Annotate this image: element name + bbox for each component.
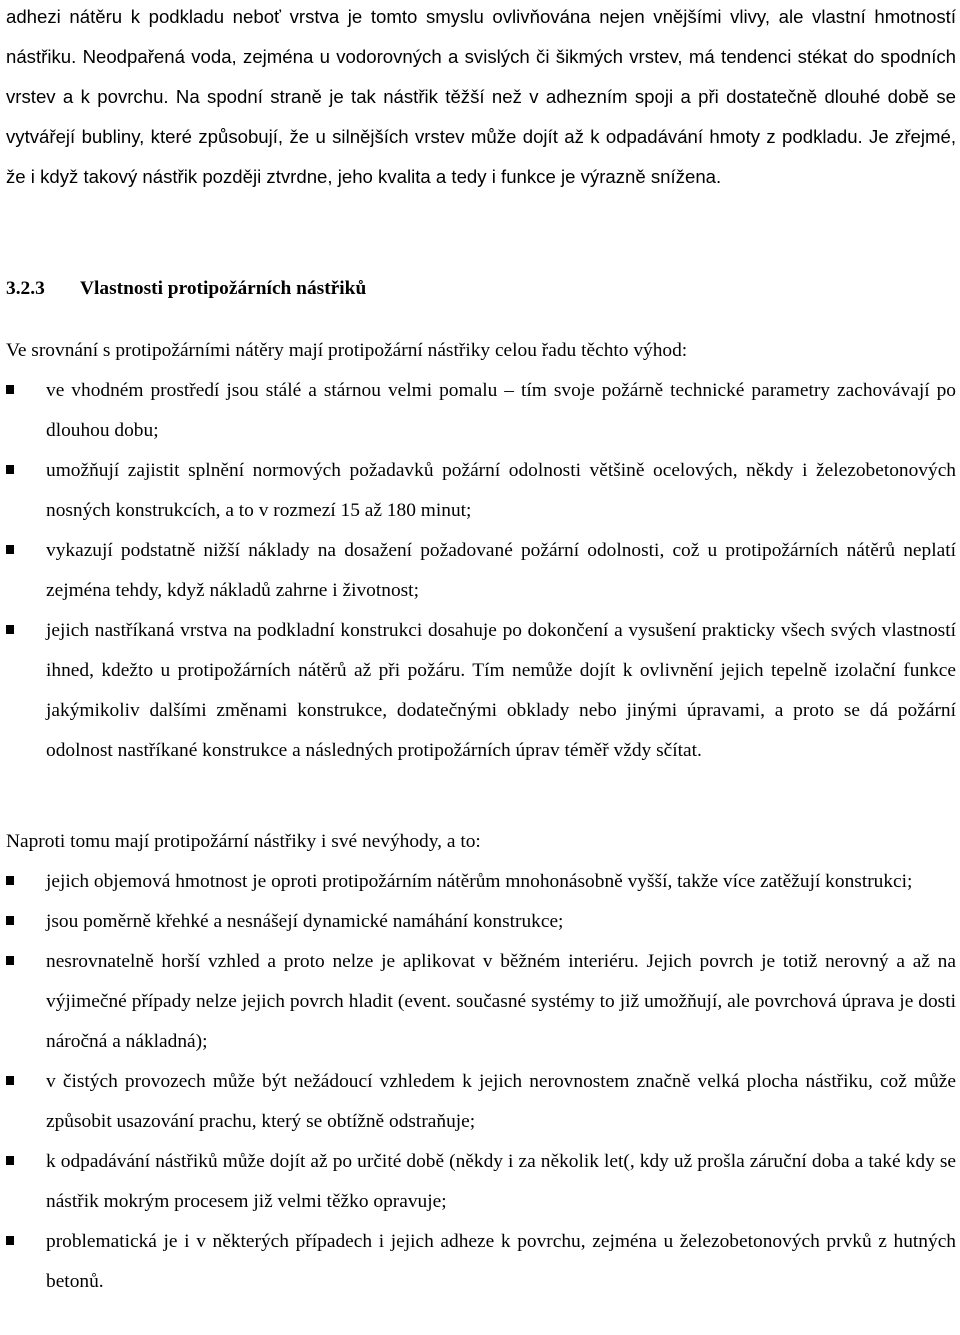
list-item xyxy=(6,1062,956,1142)
list-item-text: jejich objemová hmotnost je oproti protipožárním nátěrům mnohonásobně vyšší, takže více zatěžují konstrukci; xyxy=(46,871,913,892)
square-bullet-icon xyxy=(6,916,14,925)
square-bullet-icon xyxy=(6,876,14,885)
list-item-text: problematická je i v některých případech i jejich adheze k povrchu, zejména u železobetonových prvků z hutných betonů. xyxy=(46,1231,956,1292)
list-item-text: jsou poměrně křehké a nesnášejí dynamické namáhání konstrukce; xyxy=(46,911,564,932)
list-item xyxy=(6,1142,956,1222)
advantages-lead: Ve srovnání s protipožárními nátěry mají protipožární nástřiky celou řadu těchto výhod: xyxy=(6,340,688,361)
advantages-list xyxy=(6,371,956,771)
list-item xyxy=(6,531,956,611)
list-item-text: jejich nastříkaná vrstva na podkladní konstrukci dosahuje po dokončení a vysušení prakticky všech svých vlastností ihned, kdežto u protipožárních nátěrů až při požáru. Tím nemůže dojít k ovlivnění jejich tepelně izolační funkce jakýmikoliv dalšími změnami konstrukce, dodatečnými obklady nebo jinými úpravami, a proto se dá požární odolnost nastříkané konstrukce a následných protipožárních úprav téměř vždy sčítat. xyxy=(46,620,956,761)
list-item xyxy=(6,942,956,1062)
section-heading xyxy=(6,269,956,309)
list-item xyxy=(6,451,956,531)
square-bullet-icon xyxy=(6,545,14,554)
list-item-text: k odpadávání nástřiků může dojít až po určité době (někdy i za několik let(, kdy už prošla záruční doba a také kdy se nástřik mokrým procesem již velmi těžko opravuje; xyxy=(46,1151,956,1212)
list-item-text: umožňují zajistit splnění normových požadavků požární odolnosti většině ocelových, někdy i železobetonových nosných konstrukcích, a to v rozmezí 15 až 180 minut; xyxy=(46,460,956,521)
intro-paragraph: adhezi nátěru k podkladu neboť vrstva je tomto smyslu ovlivňována nejen vnějšími vlivy, ale vlastní hmotností nástřiku. Neodpařená voda, zejména u vodorovných a svislých či šikmých vrstev, má tendenci stékat do spodních vrstev a k povrchu. Na spodní straně je tak nástřik těžší než v adhezním spoji a při dostatečně dlouhé době se vytvářejí bubliny, které způsobují, že u silnějších vrstev může dojít až k odpadávání hmoty z podkladu. Je zřejmé, že i když takový nástřik později ztvrdne, jeho kvalita a tedy i funkce je výrazně snížena. xyxy=(6,6,956,187)
list-item xyxy=(6,611,956,771)
disadvantages-lead: Naproti tomu mají protipožární nástřiky i své nevýhody, a to: xyxy=(6,831,481,852)
list-item-text: nesrovnatelně horší vzhled a proto nelze je aplikovat v běžném interiéru. Jejich povrch je totiž nerovný a až na výjimečné případy nelze jejich povrch hladit (event. současné systémy to již umožňují, ale povrchová úprava je dosti náročná a nákladná); xyxy=(46,951,956,1052)
section-title: Vlastnosti protipožárních nástřiků xyxy=(80,278,367,299)
list-item xyxy=(6,1222,956,1302)
list-item xyxy=(6,371,956,451)
square-bullet-icon xyxy=(6,385,14,394)
list-item xyxy=(6,902,956,942)
square-bullet-icon xyxy=(6,1156,14,1165)
list-item-text: v čistých provozech může být nežádoucí vzhledem k jejich nerovnostem značně velká plocha nástřiku, což může způsobit usazování prachu, který se obtížně odstraňuje; xyxy=(46,1071,956,1132)
square-bullet-icon xyxy=(6,625,14,634)
list-item-text: ve vhodném prostředí jsou stálé a stárnou velmi pomalu – tím svoje požárně technické parametry zachovávají po dlouhou dobu; xyxy=(46,380,956,441)
disadvantages-list xyxy=(6,862,956,1302)
list-item-text: vykazují podstatně nižší náklady na dosažení požadované požární odolnosti, což u protipožárních nátěrů neplatí zejména tehdy, když nákladů zahrne i životnost; xyxy=(46,540,956,601)
list-item xyxy=(6,862,956,902)
square-bullet-icon xyxy=(6,465,14,474)
square-bullet-icon xyxy=(6,1076,14,1085)
section-number: 3.2.3 xyxy=(6,278,45,299)
square-bullet-icon xyxy=(6,956,14,965)
square-bullet-icon xyxy=(6,1236,14,1245)
